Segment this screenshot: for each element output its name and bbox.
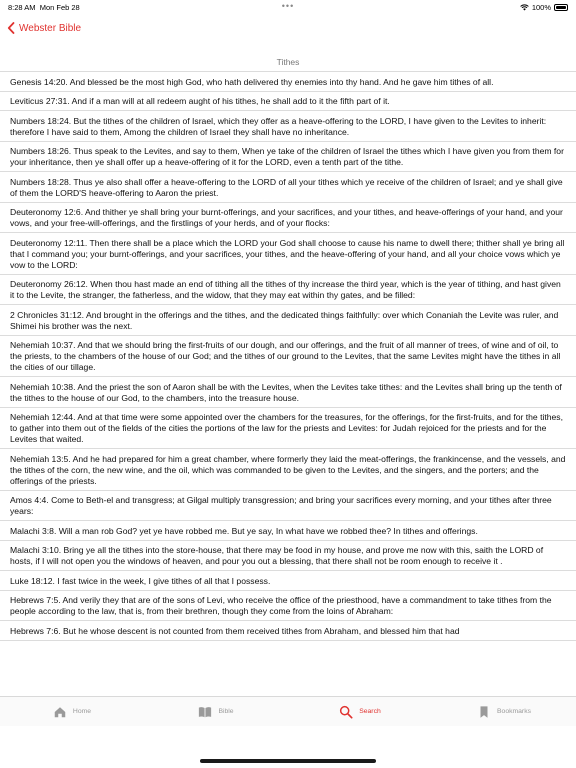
verse-row[interactable]: Numbers 18:26. Thus speak to the Levites, and say to them, When ye take of the children of Israel the tithes which I have given you from them for your inheritance, then ye shall offer up a heave-offering of it for the LORD, even a tenth part of the tithe.: [0, 142, 576, 173]
status-time-text: 8:28 AM: [8, 3, 36, 12]
verse-row[interactable]: Hebrews 7:5. And verily they that are of the sons of Levi, who receive the office of the priesthood, have a commandment to take tithes from the people according to the law, that is, from their brethren, though they come from the loins of Abraham:: [0, 591, 576, 622]
chevron-left-icon: [7, 22, 15, 34]
back-button-label: Webster Bible: [19, 22, 82, 34]
wifi-icon: [520, 4, 529, 11]
home-icon: [53, 705, 67, 719]
battery-icon: [554, 4, 568, 11]
page-title: Tithes: [276, 57, 300, 67]
tab-label: Bible: [218, 708, 234, 715]
verse-row[interactable]: Nehemiah 10:37. And that we should bring the first-fruits of our dough, and our offerings, and the fruit of all manner of trees, of wine and of oil, to the priests, to the chambers of the house of our God; and the tithes of our ground to the Levites, that the same Levites might have the tithes in all the cities of our tillage.: [0, 336, 576, 378]
tab-home[interactable]: [0, 697, 144, 726]
back-button[interactable]: [7, 20, 81, 36]
verse-row[interactable]: Nehemiah 13:5. And he had prepared for him a great chamber, where formerly they laid the meat-offerings, the frankincense, and the vessels, and the tithes of the corn, the new wine, and the oil, which was commanded to be given to the Levites, and the singers, and the porters; and the offerings of the priests.: [0, 449, 576, 491]
verse-row[interactable]: Malachi 3:8. Will a man rob God? yet ye have robbed me. But ye say, In what have we robbed thee? In tithes and offerings.: [0, 521, 576, 541]
verse-row[interactable]: Nehemiah 12:44. And at that time were some appointed over the chambers for the treasures, for the offerings, for the first-fruits, and for the tithes, to gather into them out of the fields of the cities the portions of the law for the priests and Levites: for Judah rejoiced for the priests and for the Levites that waited.: [0, 408, 576, 450]
tab-bar: [0, 696, 576, 726]
multitasking-dots[interactable]: •••: [281, 1, 295, 11]
tab-label: Home: [72, 708, 92, 715]
status-indicators: [520, 3, 568, 12]
verse-row[interactable]: Numbers 18:28. Thus ye also shall offer a heave-offering to the LORD of all your tithes which ye receive of the children of Israel; and ye shall give of them the LORD'S heave-offering to Aaron the priest.: [0, 172, 576, 203]
tab-bookmarks[interactable]: [432, 697, 576, 726]
tab-label: Search: [359, 708, 381, 715]
battery-percent: 100%: [531, 3, 551, 12]
tab-label: Bookmarks: [497, 708, 531, 715]
verse-row[interactable]: Deuteronomy 12:6. And thither ye shall bring your burnt-offerings, and your sacrifices, and your tithes, and heave-offerings of your hand, and your vows, and your free-will-offerings, and the firstlings of your herds, and of your flocks:: [0, 203, 576, 234]
book-icon: [198, 705, 212, 719]
battery-fill: [556, 6, 566, 9]
verse-row[interactable]: Malachi 3:10. Bring ye all the tithes into the store-house, that there may be food in my house, and prove me now with this, saith the LORD of hosts, if I will not open you the windows of heaven, and pour you out a blessing, that there shall not be room enough to receive it .: [0, 541, 576, 572]
verse-row[interactable]: Leviticus 27:31. And if a man will at all redeem aught of his tithes, he shall add to it the fifth part of it.: [0, 92, 576, 112]
verse-row[interactable]: Genesis 14:20. And blessed be the most high God, who hath delivered thy enemies into thy hand. And he gave him tithes of all.: [0, 72, 576, 92]
verse-row[interactable]: 2 Chronicles 31:12. And brought in the offerings and the tithes, and the dedicated things faithfully: over which Conaniah the Levite was ruler, and Shimei his brother was the next.: [0, 305, 576, 336]
verse-row[interactable]: Numbers 18:24. But the tithes of the children of Israel, which they offer as a heave-offering to the LORD, I have given to the Levites to inherit: therefore I have said to them, Among the children of Israel they shall have no inheritance.: [0, 111, 576, 142]
verse-row[interactable]: Deuteronomy 12:11. Then there shall be a place which the LORD your God shall choose to cause his name to dwell there; thither shall ye bring all that I command you; your burnt-offerings, and your sacrifices, your tithes, and the heave-offering of your hand, and all your choice vows which ye vow to the LORD:: [0, 233, 576, 275]
status-bar: [0, 0, 576, 14]
verse-row[interactable]: Nehemiah 10:38. And the priest the son of Aaron shall be with the Levites, when the Levites take tithes: and the Levites shall bring up the tenth of the tithes to the house of our God, to the chambers, into the treasure house.: [0, 377, 576, 408]
verse-row[interactable]: Luke 18:12. I fast twice in the week, I give tithes of all that I possess.: [0, 571, 576, 591]
verse-row[interactable]: Hebrews 7:6. But he whose descent is not counted from them received tithes from Abraham, and blessed him that had: [0, 621, 576, 641]
verse-row[interactable]: Deuteronomy 26:12. When thou hast made an end of tithing all the tithes of thy increase the third year, which is the year of tithing, and hast given it to the Levite, the stranger, the fatherless, and the widow, that they may eat within thy gates, and be filled:: [0, 275, 576, 306]
search-icon: [339, 705, 353, 719]
status-date-text: Mon Feb 28: [39, 3, 80, 12]
bookmark-icon: [477, 705, 491, 719]
verse-row[interactable]: Amos 4:4. Come to Beth-el and transgress; at Gilgal multiply transgression; and bring your sacrifices every morning, and your tithes after three years:: [0, 491, 576, 522]
verse-list[interactable]: [0, 71, 576, 696]
home-indicator[interactable]: [200, 759, 376, 763]
tab-search[interactable]: [288, 697, 432, 726]
tab-bible[interactable]: [144, 697, 288, 726]
